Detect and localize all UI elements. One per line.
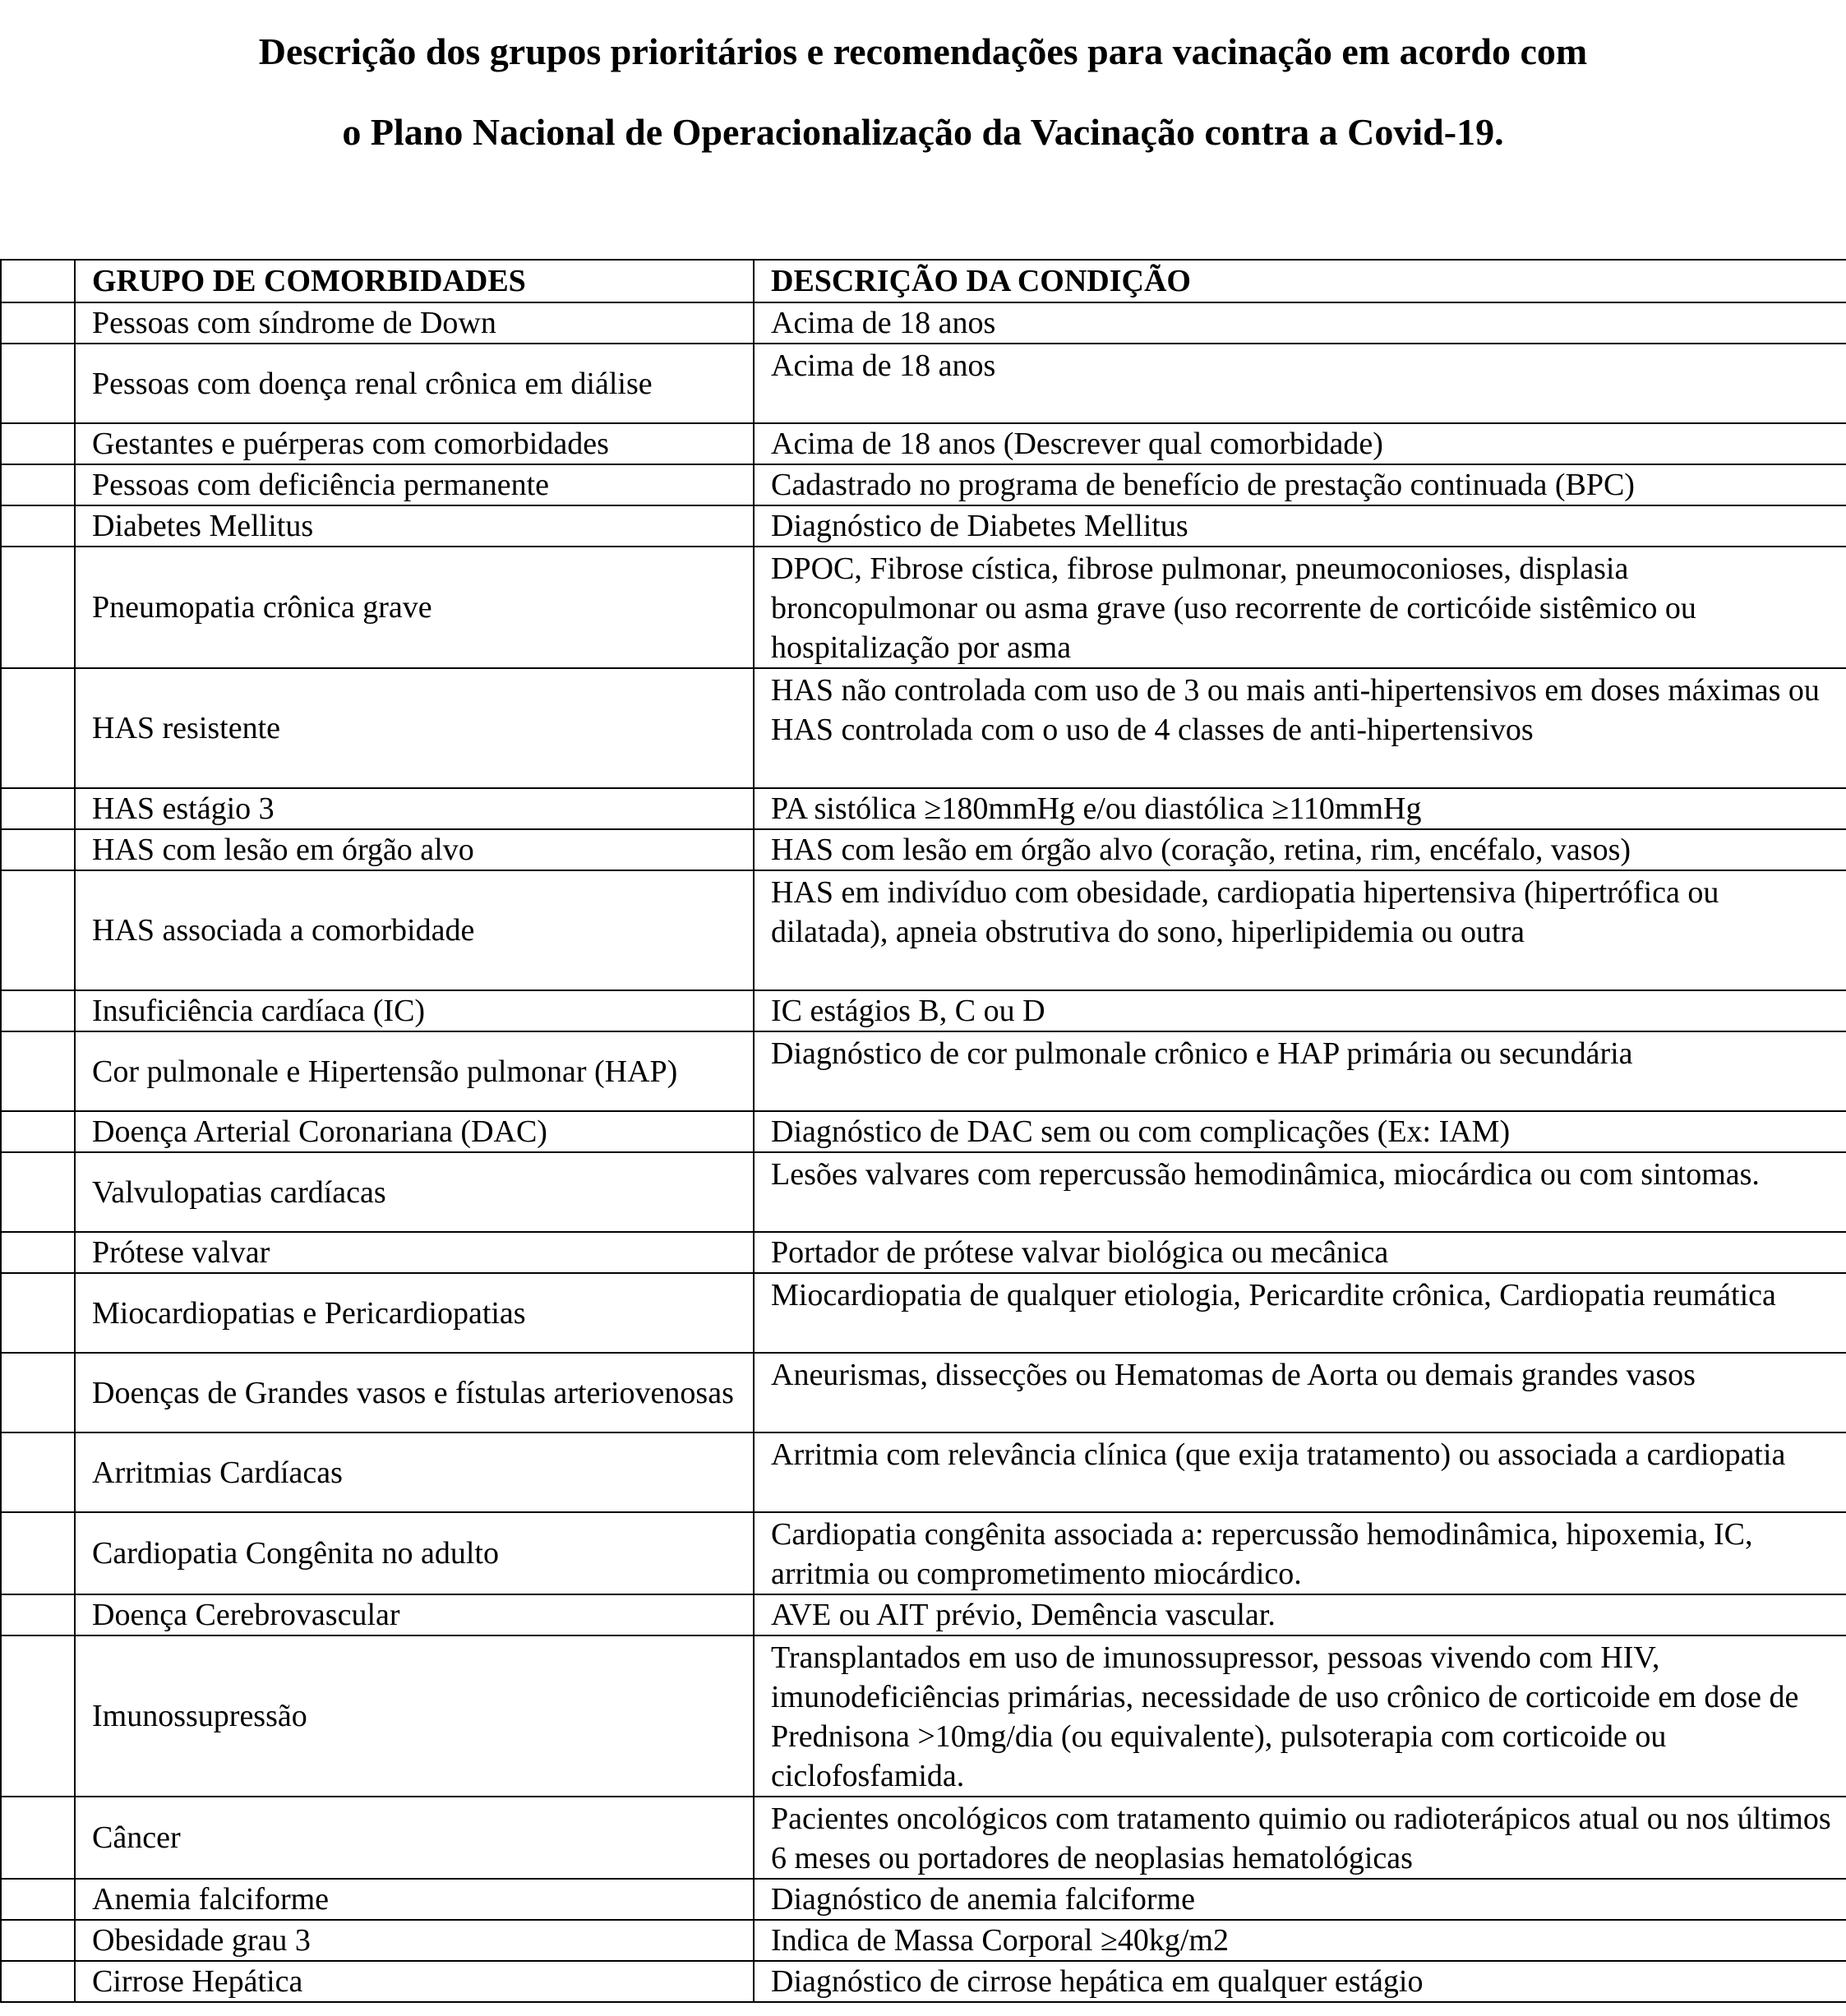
row-index-cell [1, 870, 75, 990]
row-index-cell [1, 788, 75, 829]
comorbidity-group-cell: HAS estágio 3 [75, 788, 754, 829]
row-index-cell [1, 1432, 75, 1512]
title-line-2: o Plano Nacional de Operacionalização da Vacinação contra a Covid-19. [342, 111, 1504, 153]
comorbidity-group-cell: Pessoas com deficiência permanente [75, 464, 754, 505]
row-index-cell [1, 1594, 75, 1635]
table-row [1, 1353, 1846, 1432]
condition-description-cell: HAS não controlada com uso de 3 ou mais anti-hipertensivos em doses máximas ou HAS controlada com o uso de 4 classes de anti-hipertensivos [754, 668, 1846, 788]
comorbidity-group-cell: Gestantes e puérperas com comorbidades [75, 423, 754, 464]
table-row [1, 870, 1846, 990]
comorbidity-group-cell: Pessoas com doença renal crônica em diálise [75, 344, 754, 423]
table-row [1, 1920, 1846, 1961]
table-row [1, 1635, 1846, 1797]
condition-description-cell: DPOC, Fibrose cística, fibrose pulmonar, pneumoconioses, displasia broncopulmonar ou asma grave (uso recorrente de corticóide sistêmico ou hospitalização por asma [754, 547, 1846, 668]
row-index-cell [1, 829, 75, 870]
comorbidity-group-cell: Cardiopatia Congênita no adulto [75, 1512, 754, 1594]
table-row [1, 1273, 1846, 1353]
row-index-cell [1, 1797, 75, 1879]
row-index-cell [1, 990, 75, 1031]
comorbidity-group-cell: Anemia falciforme [75, 1879, 754, 1920]
condition-description-cell: Lesões valvares com repercussão hemodinâmica, miocárdica ou com sintomas. [754, 1152, 1846, 1232]
table-row [1, 1232, 1846, 1273]
table-row [1, 829, 1846, 870]
comorbidity-group-cell: Diabetes Mellitus [75, 505, 754, 547]
condition-description-cell: Acima de 18 anos (Descrever qual comorbidade) [754, 423, 1846, 464]
comorbidity-group-cell: HAS resistente [75, 668, 754, 788]
table-row [1, 1031, 1846, 1111]
condition-description-cell: Cadastrado no programa de benefício de prestação continuada (BPC) [754, 464, 1846, 505]
header-description: DESCRIÇÃO DA CONDIÇÃO [754, 260, 1846, 302]
condition-description-cell: Acima de 18 anos [754, 344, 1846, 423]
comorbidity-group-cell: Doença Arterial Coronariana (DAC) [75, 1111, 754, 1152]
row-index-cell [1, 302, 75, 344]
row-index-cell [1, 423, 75, 464]
row-index-cell [1, 1635, 75, 1797]
table-body [1, 302, 1846, 2002]
condition-description-cell: Aneurismas, dissecções ou Hematomas de Aorta ou demais grandes vasos [754, 1353, 1846, 1432]
row-index-cell [1, 547, 75, 668]
row-index-cell [1, 1111, 75, 1152]
comorbidities-table [0, 259, 1846, 2003]
condition-description-cell: Diagnóstico de cor pulmonale crônico e HAP primária ou secundária [754, 1031, 1846, 1111]
condition-description-cell: Miocardiopatia de qualquer etiologia, Pericardite crônica, Cardiopatia reumática [754, 1273, 1846, 1353]
row-index-cell [1, 1512, 75, 1594]
comorbidity-group-cell: Miocardiopatias e Pericardiopatias [75, 1273, 754, 1353]
condition-description-cell: IC estágios B, C ou D [754, 990, 1846, 1031]
header-index [1, 260, 75, 302]
document-title [0, 12, 1846, 173]
comorbidity-group-cell: Arritmias Cardíacas [75, 1432, 754, 1512]
row-index-cell [1, 1879, 75, 1920]
condition-description-cell: Indica de Massa Corporal ≥40kg/m2 [754, 1920, 1846, 1961]
row-index-cell [1, 1353, 75, 1432]
comorbidity-group-cell: Obesidade grau 3 [75, 1920, 754, 1961]
table-row [1, 1797, 1846, 1879]
table-row [1, 423, 1846, 464]
table-row [1, 990, 1846, 1031]
comorbidity-group-cell: HAS com lesão em órgão alvo [75, 829, 754, 870]
row-index-cell [1, 505, 75, 547]
comorbidity-group-cell: Câncer [75, 1797, 754, 1879]
condition-description-cell: Diagnóstico de Diabetes Mellitus [754, 505, 1846, 547]
condition-description-cell: Arritmia com relevância clínica (que exija tratamento) ou associada a cardiopatia [754, 1432, 1846, 1512]
condition-description-cell: PA sistólica ≥180mmHg e/ou diastólica ≥110mmHg [754, 788, 1846, 829]
comorbidity-group-cell: Pessoas com síndrome de Down [75, 302, 754, 344]
comorbidity-group-cell: Cirrose Hepática [75, 1961, 754, 2002]
table-row [1, 505, 1846, 547]
condition-description-cell: Diagnóstico de cirrose hepática em qualquer estágio [754, 1961, 1846, 2002]
condition-description-cell: Diagnóstico de anemia falciforme [754, 1879, 1846, 1920]
condition-description-cell: Transplantados em uso de imunossupressor, pessoas vivendo com HIV, imunodeficiências primárias, necessidade de uso crônico de corticoide em dose de Prednisona >10mg/dia (ou equivalente), pulsoterapia com corticoide ou ciclofosfamida. [754, 1635, 1846, 1797]
header-group: GRUPO DE COMORBIDADES [75, 260, 754, 302]
row-index-cell [1, 1273, 75, 1353]
table-row [1, 302, 1846, 344]
row-index-cell [1, 1232, 75, 1273]
condition-description-cell: Cardiopatia congênita associada a: repercussão hemodinâmica, hipoxemia, IC, arritmia ou comprometimento miocárdico. [754, 1512, 1846, 1594]
condition-description-cell: HAS em indivíduo com obesidade, cardiopatia hipertensiva (hipertrófica ou dilatada), apneia obstrutiva do sono, hiperlipidemia ou outra [754, 870, 1846, 990]
table-row [1, 1961, 1846, 2002]
row-index-cell [1, 1961, 75, 2002]
condition-description-cell: Portador de prótese valvar biológica ou mecânica [754, 1232, 1846, 1273]
row-index-cell [1, 1152, 75, 1232]
title-line-1: Descrição dos grupos prioritários e recomendações para vacinação em acordo com [258, 30, 1588, 72]
table-row [1, 1594, 1846, 1635]
table-row [1, 547, 1846, 668]
table-row [1, 1111, 1846, 1152]
comorbidity-group-cell: Prótese valvar [75, 1232, 754, 1273]
comorbidity-group-cell: Pneumopatia crônica grave [75, 547, 754, 668]
table-header-row [1, 260, 1846, 302]
row-index-cell [1, 344, 75, 423]
condition-description-cell: HAS com lesão em órgão alvo (coração, retina, rim, encéfalo, vasos) [754, 829, 1846, 870]
table-row [1, 344, 1846, 423]
condition-description-cell: Acima de 18 anos [754, 302, 1846, 344]
table-row [1, 1152, 1846, 1232]
row-index-cell [1, 668, 75, 788]
table-row [1, 788, 1846, 829]
table-row [1, 464, 1846, 505]
row-index-cell [1, 464, 75, 505]
condition-description-cell: AVE ou AIT prévio, Demência vascular. [754, 1594, 1846, 1635]
comorbidity-group-cell: Doença Cerebrovascular [75, 1594, 754, 1635]
comorbidity-group-cell: Doenças de Grandes vasos e fístulas arteriovenosas [75, 1353, 754, 1432]
table-row [1, 1879, 1846, 1920]
row-index-cell [1, 1920, 75, 1961]
table-row [1, 1432, 1846, 1512]
table-row [1, 1512, 1846, 1594]
row-index-cell [1, 1031, 75, 1111]
comorbidity-group-cell: Imunossupressão [75, 1635, 754, 1797]
comorbidity-group-cell: Cor pulmonale e Hipertensão pulmonar (HAP) [75, 1031, 754, 1111]
comorbidity-group-cell: HAS associada a comorbidade [75, 870, 754, 990]
comorbidity-group-cell: Valvulopatias cardíacas [75, 1152, 754, 1232]
table-row [1, 668, 1846, 788]
comorbidity-group-cell: Insuficiência cardíaca (IC) [75, 990, 754, 1031]
condition-description-cell: Pacientes oncológicos com tratamento quimio ou radioterápicos atual ou nos últimos 6 meses ou portadores de neoplasias hematológicas [754, 1797, 1846, 1879]
condition-description-cell: Diagnóstico de DAC sem ou com complicações (Ex: IAM) [754, 1111, 1846, 1152]
